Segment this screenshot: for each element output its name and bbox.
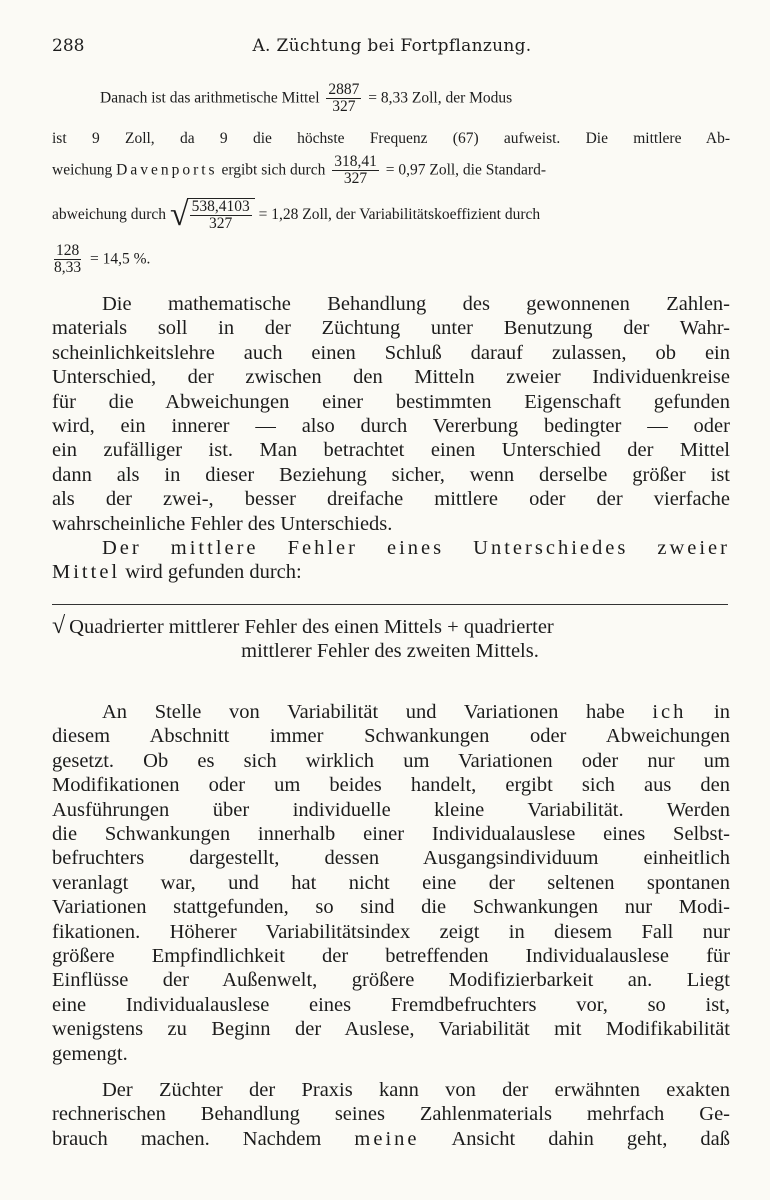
- plain-text: in: [714, 701, 730, 723]
- emphasis-text: Der mittlere Fehler eines Unterschiedes zweier: [102, 537, 730, 559]
- text-line: fikationen. Höherer Variabilitätsindex zeigt in diesem Fall nur: [52, 920, 730, 943]
- text-line: Variationen stattgefunden, so sind die Schwankungen nur Modi-: [52, 896, 730, 919]
- text-line: Unterschied, der zwischen den Mitteln zweier Individuenkreise: [52, 366, 730, 389]
- paragraph-2: [52, 536, 730, 585]
- text-line: rechnerischen Behandlung seines Zahlenmaterials mehrfach Ge-: [52, 1103, 730, 1126]
- stats-line-3: [52, 154, 546, 188]
- page-number: 288: [52, 36, 85, 56]
- plain-text: Ansicht dahin geht, daß: [451, 1127, 730, 1150]
- fraction-denominator: 327: [332, 98, 356, 116]
- text-line: größere Empfindlichkeit der betreffenden Individualauslese für: [52, 945, 730, 968]
- plain-text: wird gefunden durch:: [125, 561, 302, 584]
- text-line: als der zwei-, besser dreifache mittlere oder der vierfache: [52, 488, 730, 511]
- stats-text: = 8,33 Zoll, der Modus: [368, 89, 513, 107]
- text-line: Ausführungen über individuelle kleine Variabilität. Werden: [52, 798, 730, 821]
- fraction-mean-deviation: [332, 154, 379, 188]
- fraction-standard-deviation: [190, 199, 252, 233]
- text-line: befruchters dargestellt, dessen Ausgangsindividuum einheitlich: [52, 847, 730, 870]
- paragraph-1: [52, 292, 730, 536]
- paragraph-4: [52, 1078, 730, 1151]
- text-line: wenigstens zu Beginn der Auslese, Variabilität mit Modifikabilität: [52, 1018, 730, 1041]
- text-line: für die Abweichungen einer bestimmten Eigenschaft gefunden: [52, 390, 730, 413]
- running-head: A. Züchtung bei Fortpflanzung.: [252, 36, 532, 56]
- formula-line-1: [52, 614, 728, 639]
- fraction-denominator: 327: [343, 170, 368, 188]
- emphasis-text: meine: [354, 1127, 420, 1150]
- stats-line-2: ist 9 Zoll, da 9 die höchste Frequenz (67) aufweist. Die mittlere Ab-: [52, 130, 730, 147]
- stats-line-4: [52, 198, 540, 233]
- stats-text: ergibt sich durch: [221, 161, 326, 179]
- square-root: [170, 198, 255, 233]
- page-header: [52, 36, 732, 62]
- stats-text: = 1,28 Zoll, der Variabilitätskoeffizient durch: [258, 205, 541, 223]
- radicand: [187, 198, 255, 233]
- fraction-numerator: 2887: [328, 81, 360, 98]
- text-line: wird, ein innerer — also durch Vererbung bedingter — oder: [52, 415, 730, 438]
- stats-text: weichung: [52, 161, 113, 179]
- radical-sign: √: [169, 196, 189, 234]
- fraction-numerator: 318,41: [334, 153, 377, 170]
- text-line: [52, 536, 730, 560]
- text-line: Modifikationen oder um beides handelt, ergibt sich aus den: [52, 774, 730, 797]
- text-line: dann als in dieser Beziehung sicher, wenn derselbe größer ist: [52, 463, 730, 486]
- author-name: Davenports: [116, 161, 218, 179]
- text-line: Einflüsse der Außenwelt, größere Modifizierbarkeit an. Liegt: [52, 969, 730, 992]
- fraction-denominator: 8,33: [54, 259, 82, 277]
- fraction-coefficient: [52, 243, 83, 277]
- formula-rule: [52, 604, 728, 605]
- stats-line-1: [100, 82, 512, 116]
- text-line: Die mathematische Behandlung des gewonnenen Zahlen-: [102, 293, 730, 315]
- text-line: eine Individualauslese eines Fremdbefruchters vor, so ist,: [52, 993, 730, 1016]
- stats-text: abweichung durch: [52, 205, 167, 223]
- text-line: veranlagt war, und hat nicht eine der seltenen spontanen: [52, 871, 730, 894]
- fraction-mean: [326, 82, 361, 116]
- fraction-numerator: 538,4103: [191, 198, 250, 215]
- stats-text: = 14,5 %.: [90, 250, 151, 268]
- stats-text: = 0,97 Zoll, die Standard-: [385, 161, 547, 179]
- fraction-numerator: 128: [55, 242, 80, 259]
- formula-text: Quadrierter mittlerer Fehler des einen Mittels + quadrierter: [69, 616, 554, 638]
- text-line: gemengt.: [52, 1042, 128, 1065]
- stats-text: Danach ist das arithmetische Mittel: [100, 89, 320, 107]
- formula-mean-error: [52, 614, 728, 664]
- text-line: gesetzt. Ob es sich wirklich um Variationen oder nur um: [52, 749, 730, 772]
- formula-line-2: mittlerer Fehler des zweiten Mittels.: [241, 640, 539, 663]
- text-line: wahrscheinliche Fehler des Unterschieds.: [52, 512, 393, 535]
- text-line: materials soll in der Züchtung unter Benutzung der Wahr-: [52, 317, 730, 340]
- text-line: scheinlichkeitslehre auch einen Schluß darauf zulassen, ob ein: [52, 341, 730, 364]
- text-line: [52, 560, 730, 584]
- text-line: diesem Abschnitt immer Schwankungen oder Abweichungen: [52, 725, 730, 748]
- text-line: ein zufälliger ist. Man betrachtet einen Unterschied der Mittel: [52, 439, 730, 462]
- plain-text: An Stelle von Variabilität und Variationen habe: [102, 701, 625, 723]
- plain-text: brauch machen. Nachdem: [52, 1127, 322, 1150]
- emphasis-text: ich: [652, 701, 687, 723]
- stats-line-5: [52, 243, 150, 277]
- paragraph-3: [52, 700, 730, 1066]
- text-line: [52, 700, 730, 724]
- text-line: die Schwankungen innerhalb einer Individualauslese eines Selbst-: [52, 823, 730, 846]
- fraction-denominator: 327: [209, 215, 233, 233]
- text-line: Der Züchter der Praxis kann von der erwähnten exakten: [102, 1079, 730, 1101]
- text-line: [52, 1127, 730, 1151]
- emphasis-text: Mittel: [52, 561, 121, 584]
- radical-sign: √: [52, 613, 66, 639]
